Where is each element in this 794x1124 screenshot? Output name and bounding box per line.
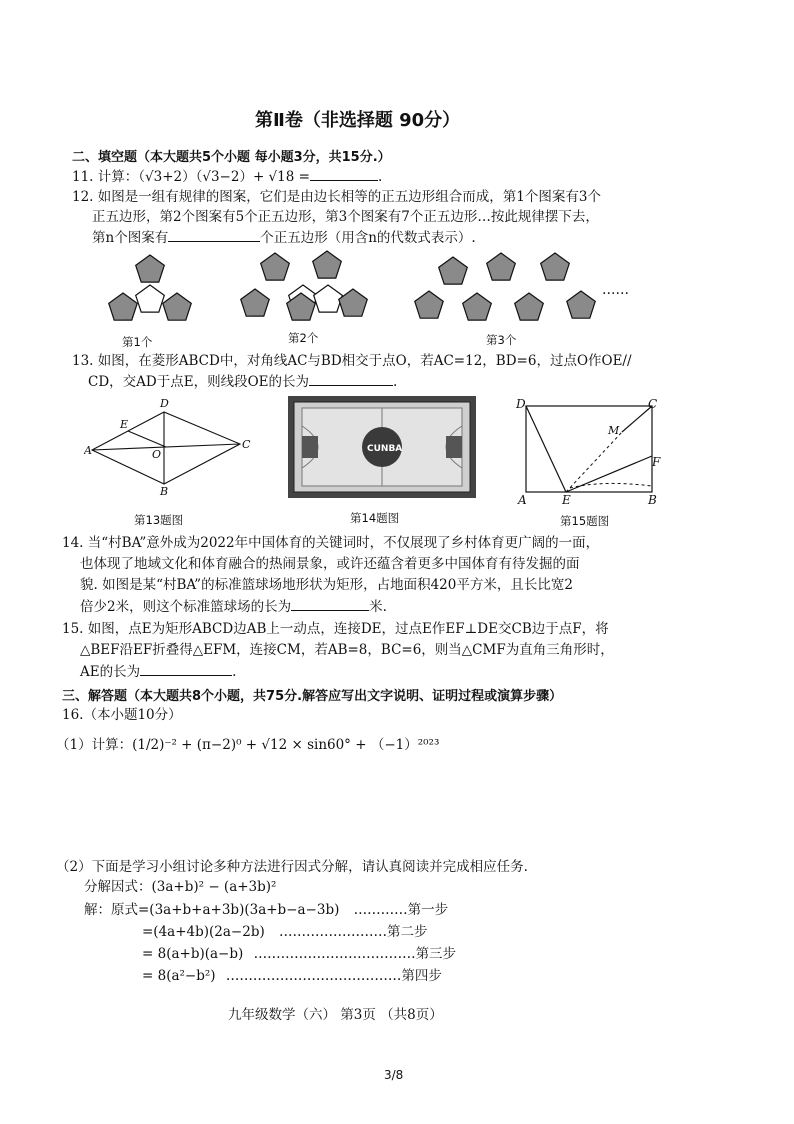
q15-line2: △BEF沿EF折叠得△EFM，连接CM，若AB=8，BC=6，则当△CMF为直角三角形时，	[80, 642, 614, 658]
q13-line2	[88, 371, 397, 392]
figure-14-court-photo	[288, 396, 476, 498]
q13-line2-end: .	[393, 374, 398, 390]
q16-title: 16.（本小题10分）	[62, 707, 182, 723]
fig15-label-B: B	[648, 493, 657, 506]
q12-pentagon-figures	[95, 248, 655, 348]
q13-line1: 13. 如图，在菱形ABCD中，对角线AC与BD相交于点O，若AC=12，BD=6，过点O作OE//	[72, 353, 632, 369]
q15-line3	[80, 661, 236, 682]
fig13-label-E: E	[120, 418, 129, 431]
q15-line1: 15. 如图，点E为矩形ABCD边AB上一动点，连接DE，过点E作EF⊥DE交CB边于点F，将	[62, 621, 609, 637]
caption-figure-13: 第13题图	[134, 513, 184, 527]
q13-line2-start: CD，交AD于点E，则线段OE的长为	[88, 374, 310, 390]
fig13-label-C: C	[242, 438, 251, 451]
question-11	[72, 166, 382, 187]
q12-line3-start: 第n个图案有	[92, 230, 169, 246]
caption-figure-15: 第15题图	[560, 514, 610, 528]
q14-line1: 14. 当“村BA”意外成为2022年中国体育的关键词时，不仅展现了乡村体育更广阔的一面，	[62, 535, 600, 551]
step-dots: ……………………	[279, 924, 388, 940]
q16-step-2	[142, 922, 428, 942]
step-label: 第三步	[415, 946, 457, 962]
q12-ellipsis: ……	[602, 282, 629, 298]
caption-pattern-2: 第2个	[288, 331, 319, 345]
court-logo-text: CUNBA	[367, 444, 403, 454]
q15-answer-blank	[140, 661, 232, 676]
fig13-label-O: O	[152, 448, 162, 461]
fig15-label-C: C	[648, 397, 658, 411]
figure-15-rectangle	[512, 396, 672, 506]
q13-answer-blank	[309, 371, 393, 386]
fig15-label-D: D	[516, 397, 526, 411]
step-expression: =(4a+4b)(2a−2b)	[142, 924, 265, 940]
q15-line3-end: .	[232, 664, 237, 680]
q16-task: 分解因式：(3a+b)² − (a+3b)²	[84, 879, 277, 895]
pattern-1	[104, 255, 195, 325]
q16-step-1	[84, 900, 448, 920]
fig13-label-A: A	[84, 444, 92, 457]
page-title: 第Ⅱ卷（非选择题 90分）	[255, 110, 461, 131]
q15-line3-start: AE的长为	[80, 664, 141, 680]
q16-part1: （1）计算：(1/2)⁻² + (π−2)⁰ + √12 × sin60° + （−1）²⁰²³	[56, 737, 440, 753]
step-expression: 解：原式=(3a+b+a+3b)(3a+b−a−3b)	[84, 902, 340, 918]
pattern-2	[236, 251, 371, 321]
q14-line4-end: 米.	[369, 599, 387, 615]
q16-step-3	[142, 944, 456, 964]
caption-figure-14: 第14题图	[350, 511, 400, 525]
figure-13-rhombus	[84, 396, 254, 500]
fig13-label-B: B	[160, 485, 169, 498]
q14-line4-start: 倍少2米，则这个标准篮球场的长为	[80, 599, 292, 615]
step-expression: = 8(a+b)(a−b)	[142, 946, 244, 962]
section-heading-fill-in: 二、填空题（本大题共5个小题 每小题3分，共15分.）	[72, 150, 391, 165]
pattern-3	[410, 253, 599, 323]
q12-line3	[92, 227, 476, 248]
q12-answer-blank	[168, 227, 260, 242]
q14-line2: 也体现了地域文化和体育融合的热闹景象，或许还蕴含着更多中国体育有待发掘的面	[80, 556, 580, 572]
q14-line3: 貌. 如图是某“村BA”的标准篮球场地形状为矩形，占地面积420平方米，且长比宽2	[80, 577, 573, 593]
q12-line3-end: 个正五边形（用含n的代数式表示）.	[260, 230, 476, 246]
step-dots: …………………………………	[225, 968, 402, 984]
fig15-label-M: M	[608, 424, 620, 437]
section-heading-solutions: 三、解答题（本大题共8个小题，共75分.解答应写出文字说明、证明过程或演算步骤）	[62, 689, 563, 704]
step-label: 第四步	[401, 968, 442, 984]
q16-step-4	[142, 966, 442, 986]
step-label: 第一步	[407, 902, 449, 918]
q11-answer-blank	[310, 166, 378, 181]
q14-line4	[80, 596, 387, 617]
fig15-label-F: F	[652, 455, 661, 469]
fig13-label-D: D	[160, 397, 169, 410]
step-label: 第二步	[387, 924, 428, 940]
fig15-label-E: E	[562, 493, 571, 506]
q12-line1: 12. 如图是一组有规律的图案，它们是由边长相等的正五边形组合而成，第1个图案有3个	[72, 189, 601, 205]
step-expression: = 8(a²−b²)	[142, 968, 216, 984]
page-number: 3/8	[384, 1068, 404, 1082]
caption-pattern-1: 第1个	[122, 335, 153, 349]
step-dots: …………	[353, 902, 408, 918]
q12-line2: 正五边形，第2个图案有5个正五边形，第3个图案有7个正五边形…按此规律摆下去，	[92, 209, 599, 225]
q16-part2-intro: （2）下面是学习小组讨论多种方法进行因式分解，请认真阅读并完成相应任务.	[56, 859, 528, 875]
page-footer: 九年级数学（六） 第3页 （共8页）	[228, 1007, 443, 1023]
q11-end: .	[377, 169, 383, 185]
step-dots: ………………………………	[253, 946, 416, 962]
caption-pattern-3: 第3个	[486, 333, 517, 347]
fig15-label-A: A	[518, 493, 527, 506]
q14-answer-blank	[291, 596, 369, 611]
q11-text: 11. 计算：（√3+2）（√3−2）+ √18 =	[72, 169, 310, 185]
